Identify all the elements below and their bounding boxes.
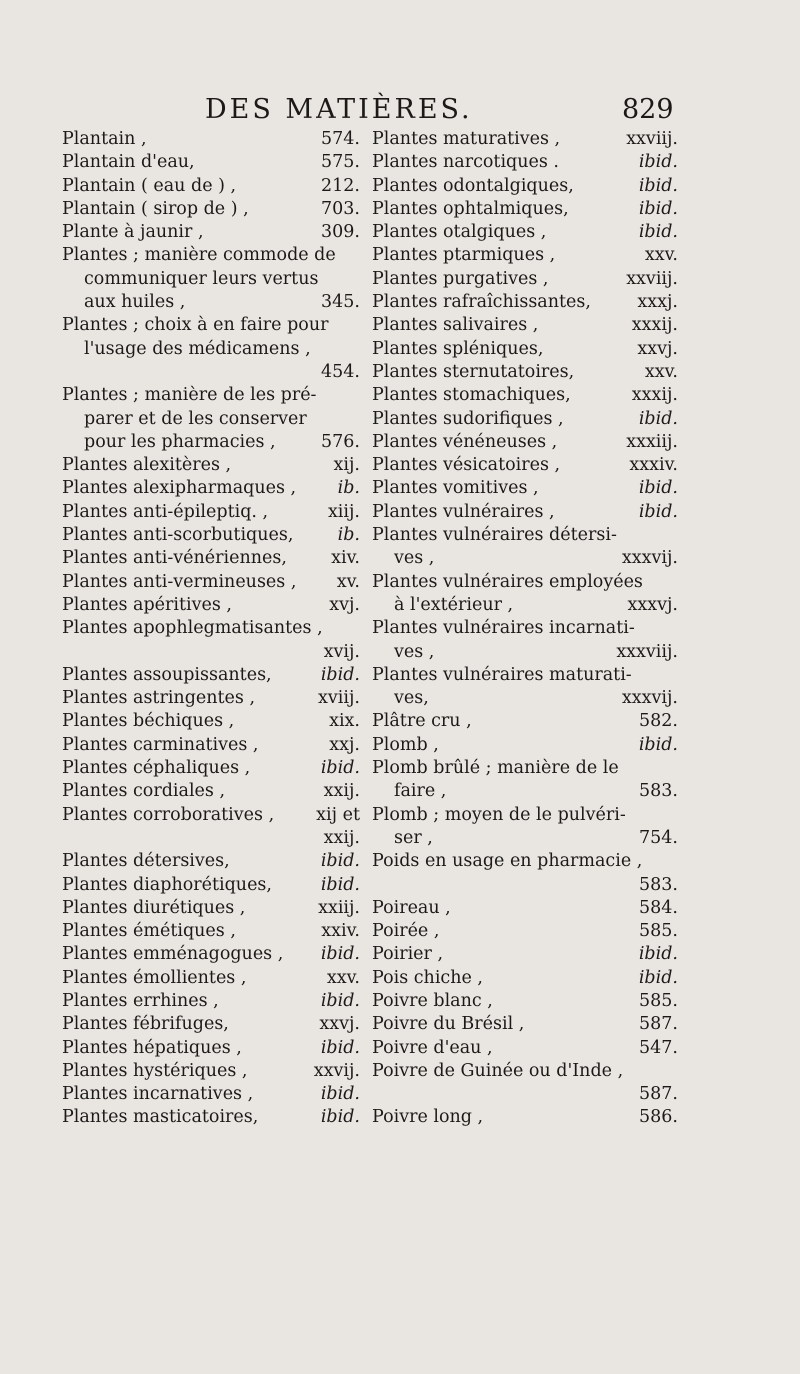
index-entry <box>62 361 360 384</box>
entry-text: Plantes rafraîchissantes, <box>372 292 591 313</box>
index-entry <box>372 897 678 920</box>
entry-page-reference: ibid. <box>638 478 678 499</box>
entry-text: Poivre long , <box>372 1107 484 1128</box>
index-entry <box>62 291 360 314</box>
index-entry <box>372 431 678 454</box>
entry-page-reference: xiv. <box>331 548 360 569</box>
entry-text: aux huiles , <box>84 292 186 313</box>
entry-text: Plomb brûlé ; manière de le <box>372 758 619 779</box>
entry-text: Plantes diaphorétiques, <box>62 874 272 895</box>
entry-text: Plantain , <box>62 129 147 149</box>
left-index-column <box>62 128 360 1130</box>
entry-text: Poivre d'eau , <box>372 1037 493 1058</box>
entry-page-reference: 576. <box>321 431 360 452</box>
entry-text: Plantes émollientes , <box>62 967 247 988</box>
index-entry <box>372 1106 678 1129</box>
index-entry <box>372 967 678 990</box>
entry-page-reference: ibid. <box>638 734 678 755</box>
entry-text: Plantes vénéneuses , <box>372 431 558 452</box>
entry-text: communiquer leurs vertus <box>84 268 319 289</box>
index-entry <box>372 943 678 966</box>
index-entry <box>62 477 360 500</box>
entry-text: Plantes vulnéraires , <box>372 501 555 522</box>
index-entry <box>372 1060 678 1083</box>
entry-page-reference: ibid. <box>638 152 678 173</box>
index-entry <box>372 990 678 1013</box>
index-entry <box>62 827 360 850</box>
entry-text: Plantes sternutatoires, <box>372 361 575 382</box>
entry-text: Plantes ; choix à en faire pour <box>62 315 329 336</box>
entry-text: Plantes astringentes , <box>62 688 256 709</box>
entry-text: Plantes ptarmiques , <box>372 245 556 266</box>
entry-text: Plante à jaunir , <box>62 222 204 243</box>
index-entry <box>62 804 360 827</box>
index-entry <box>372 641 678 664</box>
index-entry <box>62 571 360 594</box>
index-entry <box>62 780 360 803</box>
index-entry <box>372 734 678 757</box>
entry-page-reference: xij et <box>316 804 360 825</box>
index-entry <box>62 151 360 174</box>
entry-page-reference: xxxj. <box>637 292 678 313</box>
entry-page-reference: ibid. <box>638 175 678 196</box>
index-entry <box>372 874 678 897</box>
entry-page-reference: 587. <box>639 1014 678 1035</box>
index-entry <box>62 524 360 547</box>
entry-text: Plantes fébrifuges, <box>62 1014 229 1035</box>
entry-page-reference: ibid. <box>320 874 360 895</box>
entry-page-reference: xxvij. <box>313 1060 360 1081</box>
entry-text: Poivre de Guinée ou d'Inde , <box>372 1060 624 1081</box>
entry-text: Poivre du Brésil , <box>372 1014 525 1035</box>
entry-text: Plantes sudorifiques , <box>372 408 564 429</box>
entry-text: Plantes odontalgiques, <box>372 175 574 196</box>
index-entry <box>62 594 360 617</box>
index-entry <box>62 408 360 431</box>
entry-page-reference: xxiv. <box>321 921 360 942</box>
entry-page-reference: 587. <box>639 1084 678 1105</box>
index-entry <box>62 221 360 244</box>
entry-text: Plantes emménagogues , <box>62 944 284 965</box>
index-entry <box>372 314 678 337</box>
entry-page-reference: xxxvij. <box>621 688 678 709</box>
entry-page-reference: xxvj. <box>637 338 678 359</box>
index-entry <box>62 664 360 687</box>
entry-text: ves , <box>394 548 435 569</box>
entry-page-reference: ibid. <box>320 664 360 685</box>
entry-text: Plantes masticatoires, <box>62 1107 259 1128</box>
entry-page-reference: xxv. <box>326 967 360 988</box>
entry-page-reference: xvj. <box>329 594 360 615</box>
entry-page-reference: ib. <box>337 478 360 499</box>
entry-text: Plantes alexitères , <box>62 455 232 476</box>
entry-text: Plantes apophlegmatisantes , <box>62 618 323 639</box>
index-entry <box>62 710 360 733</box>
entry-text: Plantes alexipharmaques , <box>62 478 297 499</box>
entry-text: Plantes émétiques , <box>62 921 236 942</box>
entry-text: Plantes incarnatives , <box>62 1084 254 1105</box>
index-entry <box>372 1083 678 1106</box>
entry-text: Plantes vulnéraires incarnati- <box>372 618 635 639</box>
entry-text: Plantes narcotiques . <box>372 152 559 173</box>
entry-page-reference: xxxvj. <box>627 594 678 615</box>
entry-page-reference: 345. <box>321 292 360 313</box>
entry-text: Plantes vésicatoires , <box>372 455 561 476</box>
index-entry <box>62 1037 360 1060</box>
index-entry <box>372 244 678 267</box>
entry-text: ser , <box>394 827 433 848</box>
entry-text: ves , <box>394 641 435 662</box>
entry-page-reference: ibid. <box>320 851 360 872</box>
entry-page-reference: 454. <box>321 361 360 382</box>
entry-text: Poirée , <box>372 921 440 942</box>
index-entry <box>372 710 678 733</box>
entry-page-reference: 583. <box>639 781 678 802</box>
entry-text: Plantes vulnéraires maturati- <box>372 664 632 685</box>
entry-page-reference: xxxiij. <box>626 431 678 452</box>
entry-page-reference: xxj. <box>329 734 360 755</box>
entry-page-reference: xxxviij. <box>616 641 678 662</box>
index-entry <box>62 454 360 477</box>
entry-text: Plomb ; moyen de le pulvéri- <box>372 804 626 825</box>
index-entry <box>372 338 678 361</box>
index-entry <box>62 1106 360 1129</box>
index-entry <box>372 477 678 500</box>
index-entry <box>372 501 678 524</box>
entry-page-reference: 574. <box>321 129 360 149</box>
index-entry <box>62 897 360 920</box>
entry-text: Plomb , <box>372 734 439 755</box>
entry-page-reference: ibid. <box>320 1107 360 1128</box>
entry-text: Plantain ( eau de ) , <box>62 175 237 196</box>
entry-text: pour les pharmacies , <box>84 431 276 452</box>
index-entry <box>372 128 678 151</box>
entry-page-reference: xxxij. <box>631 385 678 406</box>
index-entry <box>62 1083 360 1106</box>
entry-text: Plantes salivaires , <box>372 315 539 336</box>
entry-text: Plantes corroboratives , <box>62 804 275 825</box>
index-entry <box>62 384 360 407</box>
entry-text: Poids en usage en pharmacie , <box>372 851 643 872</box>
index-entry <box>62 431 360 454</box>
index-entry <box>62 175 360 198</box>
index-entry <box>372 571 678 594</box>
entry-page-reference: xxij. <box>323 781 360 802</box>
entry-page-reference: xxviij. <box>626 268 678 289</box>
entry-page-reference: ibid. <box>320 990 360 1011</box>
index-entry <box>62 1060 360 1083</box>
index-entry <box>62 314 360 337</box>
index-entry <box>62 244 360 267</box>
index-entry <box>62 990 360 1013</box>
index-entry <box>62 874 360 897</box>
index-entry <box>372 221 678 244</box>
entry-page-reference: xxxij. <box>631 315 678 336</box>
index-entry <box>372 268 678 291</box>
index-entry <box>62 501 360 524</box>
entry-text: Poireau , <box>372 897 451 918</box>
entry-page-reference: ibid. <box>320 758 360 779</box>
entry-page-reference: 212. <box>321 175 360 196</box>
entry-page-reference: xxv. <box>644 245 678 266</box>
entry-text: Plantes assoupissantes, <box>62 664 272 685</box>
entry-page-reference: xxviij. <box>626 129 678 149</box>
entry-text: Plantes anti-vermineuses , <box>62 571 297 592</box>
index-entry <box>372 198 678 221</box>
entry-page-reference: 585. <box>639 990 678 1011</box>
entry-text: Plantain d'eau, <box>62 152 195 173</box>
entry-text: Plantes cordiales , <box>62 781 226 802</box>
entry-page-reference: ibid. <box>638 198 678 219</box>
index-entry <box>62 268 360 291</box>
entry-page-reference: xxv. <box>644 361 678 382</box>
entry-text: Plantes maturatives , <box>372 129 561 149</box>
entry-text: Plantes ophtalmiques, <box>372 198 569 219</box>
entry-page-reference: xxvj. <box>319 1014 360 1035</box>
index-entry <box>62 547 360 570</box>
entry-text: Poivre blanc , <box>372 990 493 1011</box>
index-entry <box>62 757 360 780</box>
page-number: 829 <box>622 94 674 125</box>
entry-text: Plantes spléniques, <box>372 338 544 359</box>
index-entry <box>372 804 678 827</box>
index-entry <box>372 175 678 198</box>
entry-text: Plantes ; manière commode de <box>62 245 336 266</box>
entry-page-reference: xvij. <box>323 641 360 662</box>
index-entry <box>62 850 360 873</box>
index-entry <box>372 524 678 547</box>
entry-text: Poirier , <box>372 944 444 965</box>
index-entry <box>372 617 678 640</box>
entry-page-reference: ibid. <box>320 1084 360 1105</box>
index-entry <box>372 664 678 687</box>
entry-text: Plantes apéritives , <box>62 594 232 615</box>
entry-text: Plantes béchiques , <box>62 711 235 732</box>
entry-page-reference: 583. <box>639 874 678 895</box>
entry-page-reference: xiij. <box>327 501 360 522</box>
entry-text: Plantes anti-scorbutiques, <box>62 525 294 546</box>
entry-text: Plantes anti-épileptiq. , <box>62 501 269 522</box>
entry-text: Plantes hystériques , <box>62 1060 248 1081</box>
entry-text: Plantain ( sirop de ) , <box>62 198 249 219</box>
entry-page-reference: ibid. <box>638 222 678 243</box>
entry-text: Plantes carminatives , <box>62 734 259 755</box>
index-entry <box>62 641 360 664</box>
running-title: DES MATIÈRES. <box>205 94 473 125</box>
index-entry <box>62 198 360 221</box>
entry-text: Pois chiche , <box>372 967 483 988</box>
index-entry <box>62 617 360 640</box>
entry-page-reference: xix. <box>329 711 360 732</box>
index-entry <box>62 1013 360 1036</box>
index-entry <box>372 361 678 384</box>
entry-text: faire , <box>394 781 447 802</box>
entry-page-reference: ibid. <box>320 944 360 965</box>
entry-text: Plantes errhines , <box>62 990 219 1011</box>
entry-page-reference: 754. <box>639 827 678 848</box>
index-entry <box>372 594 678 617</box>
right-index-column <box>372 128 678 1130</box>
entry-page-reference: 547. <box>639 1037 678 1058</box>
index-entry <box>62 967 360 990</box>
entry-page-reference: xxxvij. <box>621 548 678 569</box>
entry-text: Plantes anti-vénériennes, <box>62 548 287 569</box>
index-entry <box>372 780 678 803</box>
entry-page-reference: 585. <box>639 921 678 942</box>
entry-page-reference: ibid. <box>638 408 678 429</box>
entry-text: Plantes vulnéraires détersi- <box>372 525 617 546</box>
entry-text: Plantes otalgiques , <box>372 222 547 243</box>
entry-page-reference: xxiij. <box>318 897 360 918</box>
entry-page-reference: 309. <box>321 222 360 243</box>
entry-text: Plantes stomachiques, <box>372 385 571 406</box>
entry-text: Plâtre cru , <box>372 711 472 732</box>
index-entry <box>62 943 360 966</box>
entry-page-reference: xxxiv. <box>629 455 678 476</box>
entry-page-reference: 584. <box>639 897 678 918</box>
entry-text: Plantes vulnéraires employées <box>372 571 643 592</box>
index-entry <box>372 1037 678 1060</box>
index-entry <box>372 384 678 407</box>
index-entry <box>62 338 360 361</box>
entry-text: Plantes céphaliques , <box>62 758 251 779</box>
entry-text: ves, <box>394 688 429 709</box>
entry-page-reference: xxij. <box>323 827 360 848</box>
entry-text: l'usage des médicamens , <box>84 338 311 359</box>
index-entry <box>372 757 678 780</box>
entry-page-reference: ib. <box>337 525 360 546</box>
entry-page-reference: ibid. <box>638 967 678 988</box>
index-entry <box>372 920 678 943</box>
entry-page-reference: ibid. <box>638 501 678 522</box>
index-entry <box>372 850 678 873</box>
entry-text: Plantes hépatiques , <box>62 1037 242 1058</box>
entry-text: Plantes purgatives , <box>372 268 549 289</box>
entry-page-reference: 582. <box>639 711 678 732</box>
index-entry <box>62 128 360 151</box>
entry-text: Plantes diurétiques , <box>62 897 246 918</box>
entry-page-reference: ibid. <box>320 1037 360 1058</box>
entry-page-reference: 586. <box>639 1107 678 1128</box>
index-entry <box>372 454 678 477</box>
index-entry <box>372 151 678 174</box>
index-entry <box>62 920 360 943</box>
entry-page-reference: 575. <box>321 152 360 173</box>
entry-page-reference: xij. <box>333 455 360 476</box>
index-entry <box>372 827 678 850</box>
entry-page-reference: xviij. <box>318 688 360 709</box>
index-entry <box>62 734 360 757</box>
index-entry <box>372 408 678 431</box>
index-entry <box>372 291 678 314</box>
index-entry <box>372 1013 678 1036</box>
entry-page-reference: xv. <box>336 571 360 592</box>
entry-text: parer et de les conserver <box>84 408 307 429</box>
entry-text: Plantes détersives, <box>62 851 230 872</box>
index-entry <box>62 687 360 710</box>
index-entry <box>372 687 678 710</box>
index-entry <box>372 547 678 570</box>
entry-page-reference: 703. <box>321 198 360 219</box>
entry-text: Plantes vomitives , <box>372 478 539 499</box>
entry-text: à l'extérieur , <box>394 594 514 615</box>
entry-page-reference: ibid. <box>638 944 678 965</box>
entry-text: Plantes ; manière de les pré- <box>62 385 317 406</box>
